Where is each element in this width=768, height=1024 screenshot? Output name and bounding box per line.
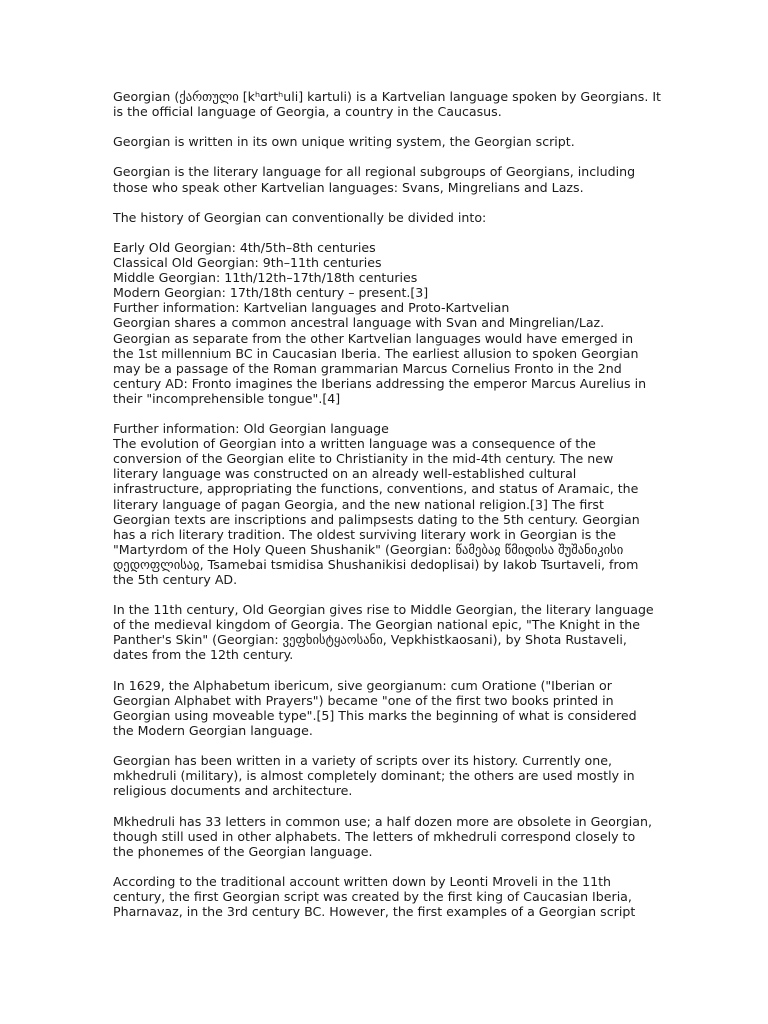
text-line: their "incomprehensible tongue".[4] [113,390,341,406]
text-line: Georgian is the literary language for all regional subgroups of Georgians, including [113,164,636,180]
text-line: Pharnavaz, in the 3rd century BC. However, the first examples of a Georgian script [113,904,636,920]
text-line: Modern Georgian: 17th/18th century – present.[3] [113,285,429,301]
text-line: the 1st millennium BC in Caucasian Iberia. The earliest allusion to spoken Georgian [113,345,639,361]
text-line: Further information: Old Georgian language [113,421,389,437]
text-line: the phonemes of the Georgian language. [113,843,373,859]
text-line: century, the first Georgian script was created by the first king of Caucasian Iberia, [113,888,632,904]
text-line: Georgian has been written in a variety of scripts over its history. Currently one, [113,753,612,769]
text-line: In the 11th century, Old Georgian gives rise to Middle Georgian, the literary language [113,602,654,618]
text-line: has a rich literary tradition. The oldest surviving literary work in Georgian is the [113,526,616,542]
text-line: Georgian texts are inscriptions and palimpsests dating to the 5th century. Georgian [113,511,640,527]
text-line: დედოფლისაჲ, Tsamebai tsmidisa Shushanikisi dedoplisai) by Iakob Tsurtaveli, from [113,556,639,572]
paragraph [113,602,658,662]
paragraph [113,210,658,225]
text-line: Georgian using moveable type".[5] This marks the beginning of what is considered [113,707,637,723]
text-line: Georgian as separate from the other Kartvelian languages would have emerged in [113,330,634,346]
text-line: Mkhedruli has 33 letters in common use; a half dozen more are obsolete in Georgian, [113,813,652,829]
text-line: religious documents and architecture. [113,783,353,799]
paragraph [113,874,658,919]
text-line: literary language of pagan Georgia, and the new national religion.[3] The first [113,496,604,512]
paragraph [113,421,658,587]
text-line: Middle Georgian: 11th/12th–17th/18th centuries [113,270,418,286]
text-line: those who speak other Kartvelian languages: Svans, Mingrelians and Lazs. [113,179,584,195]
text-line: the Modern Georgian language. [113,722,313,738]
text-line: Classical Old Georgian: 9th–11th centuries [113,255,382,271]
paragraph [113,89,661,120]
text-line: is the official language of Georgia, a country in the Caucasus. [113,104,502,120]
paragraph [113,240,658,406]
text-line: the 5th century AD. [113,572,238,587]
text-line: may be a passage of the Roman grammarian Marcus Cornelius Fronto in the 2nd [113,360,622,376]
text-line: conversion of the Georgian elite to Christianity in the mid-4th century. The new [113,451,614,467]
text-line: mkhedruli (military), is almost completely dominant; the others are used mostly in [113,768,635,784]
document-page [113,89,661,920]
text-line: Georgian shares a common ancestral language with Svan and Mingrelian/Laz. [113,315,605,331]
paragraph [113,814,658,859]
text-line: Panther's Skin" (Georgian: ვეფხისტყაოსანი, Vepkhistkaosani), by Shota Rustaveli, [113,632,627,648]
text-line: Georgian (ქართული [kʰɑrtʰuli] kartuli) is a Kartvelian language spoken by Georgians. It [113,89,661,104]
text-line: infrastructure, appropriating the functions, conventions, and status of Aramaic, the [113,481,639,497]
document-body [113,89,661,920]
text-line: Georgian is written in its own unique writing system, the Georgian script. [113,134,575,150]
text-line: In 1629, the Alphabetum ibericum, sive georgianum: cum Oratione ("Iberian or [113,677,612,693]
paragraph [113,753,658,798]
paragraph [113,164,658,194]
text-line: Further information: Kartvelian languages and Proto-Kartvelian [113,300,510,316]
text-line: "Martyrdom of the Holy Queen Shushanik" (Georgian: წამებაჲ წმიდისა შუშანიკისი [113,541,624,557]
paragraph [113,678,658,738]
text-line: Georgian Alphabet with Prayers") became "one of the first two books printed in [113,692,614,708]
text-line: century AD: Fronto imagines the Iberians addressing the emperor Marcus Aurelius in [113,375,647,391]
paragraph [113,134,658,149]
text-line: of the medieval kingdom of Georgia. The Georgian national epic, "The Knight in the [113,617,641,633]
text-line: literary language was constructed on an already well-established cultural [113,466,577,482]
text-line: The evolution of Georgian into a written language was a consequence of the [113,436,596,452]
text-line: dates from the 12th century. [113,647,294,663]
text-line: The history of Georgian can conventionally be divided into: [113,209,487,225]
text-line: though still used in other alphabets. The letters of mkhedruli correspond closely to [113,828,636,844]
text-line: According to the traditional account written down by Leonti Mroveli in the 11th [113,873,611,889]
text-line: Early Old Georgian: 4th/5th–8th centuries [113,239,376,255]
